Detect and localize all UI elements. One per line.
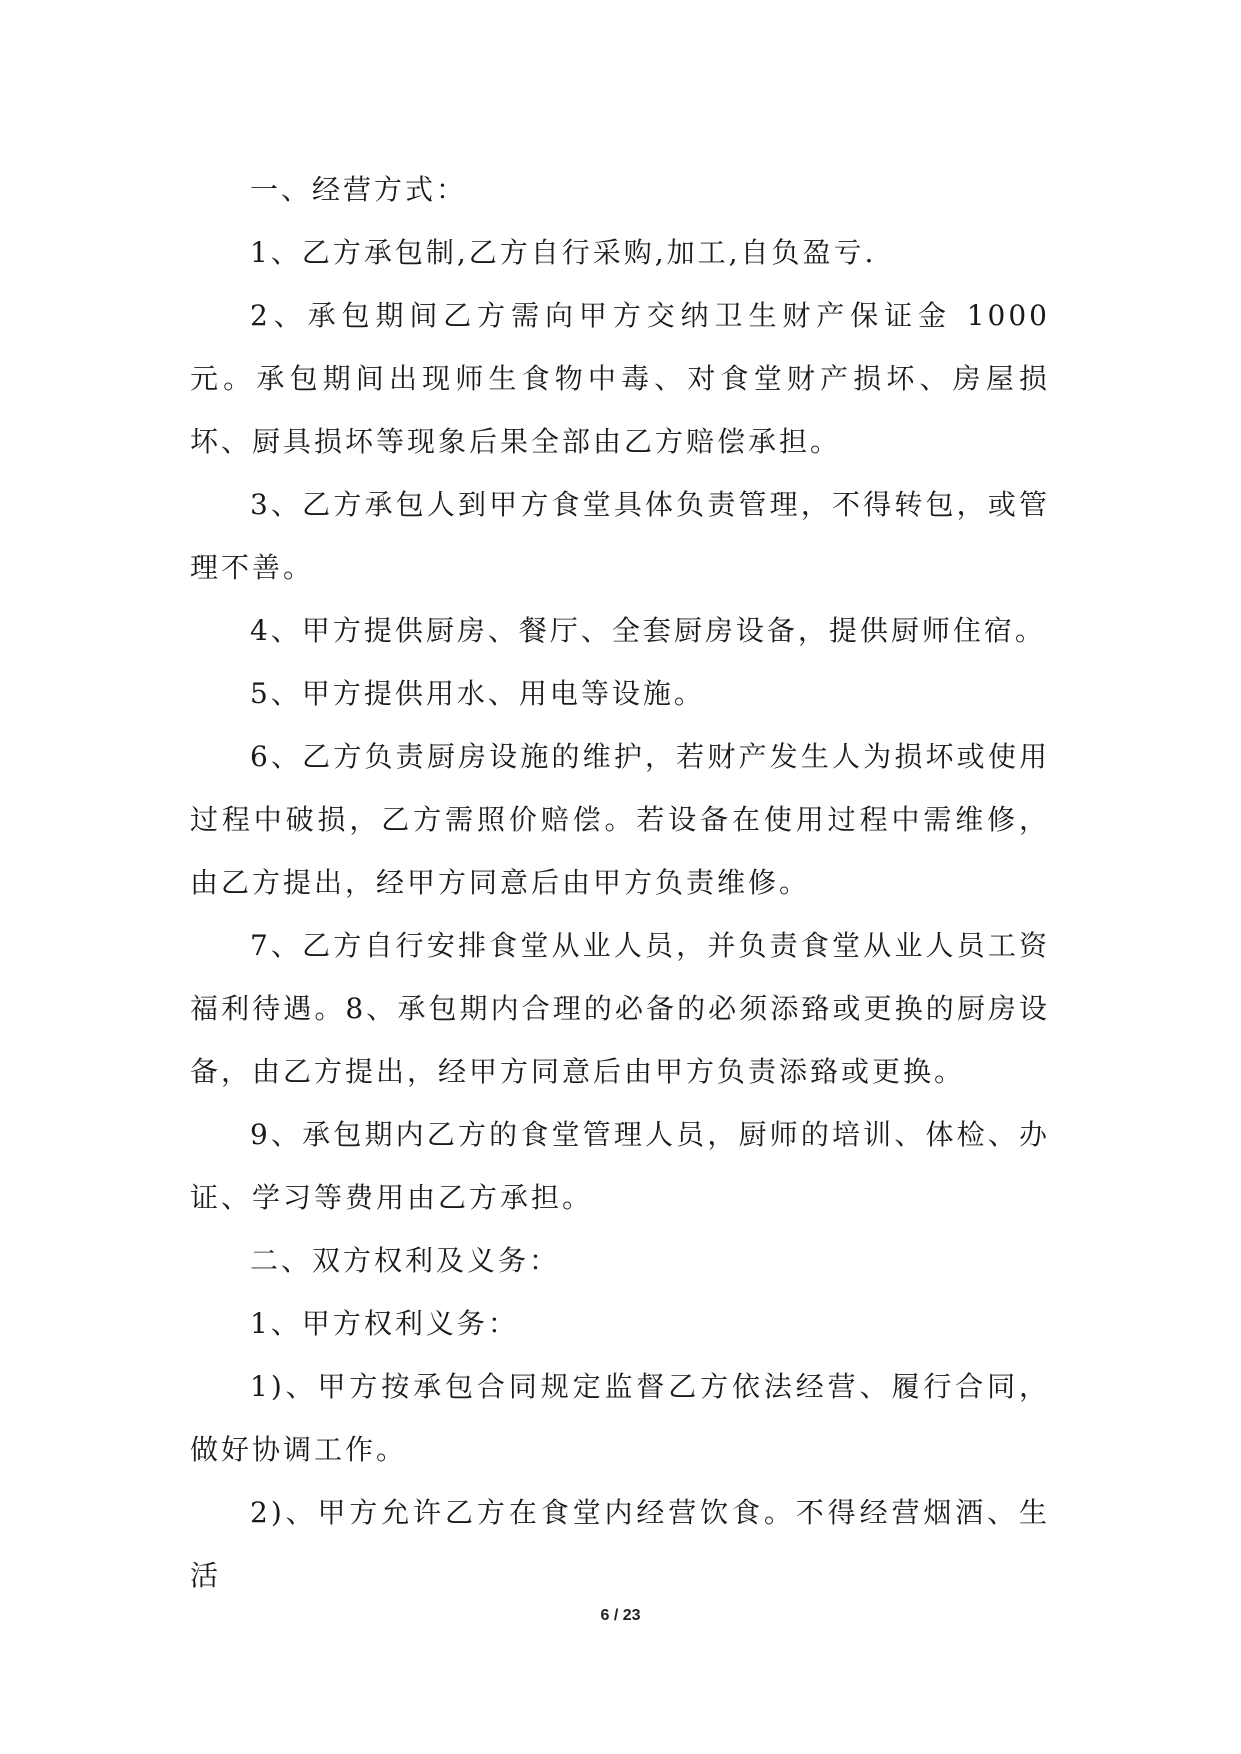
section-heading: 一、经营方式： bbox=[250, 173, 468, 206]
clause-paragraph: 2)、甲方允许乙方在食堂内经营饮食。不得经营烟酒、生活 bbox=[190, 1496, 1050, 1592]
page-number: 6 / 23 bbox=[600, 1607, 641, 1624]
clause-paragraph: 9、承包期内乙方的食堂管理人员，厨师的培训、体检、办证、学习等费用由乙方承担。 bbox=[190, 1118, 1050, 1214]
clause-paragraph: 5、甲方提供用水、用电等设施。 bbox=[250, 677, 705, 710]
clause-paragraph: 1)、甲方按承包合同规定监督乙方依法经营、履行合同，做好协调工作。 bbox=[190, 1370, 1050, 1466]
clause-paragraph: 1、乙方承包制,乙方自行采购,加工,自负盈亏. bbox=[250, 236, 877, 269]
subsection-heading: 1、甲方权利义务： bbox=[250, 1307, 519, 1340]
clause-paragraph: 6、乙方负责厨房设施的维护，若财产发生人为损坏或使用过程中破损，乙方需照价赔偿。若设备在使用过程中需维修，由乙方提出，经甲方同意后由甲方负责维修。 bbox=[190, 740, 1050, 899]
clause-paragraph: 7、乙方自行安排食堂从业人员，并负责食堂从业人员工资福利待遇。8、承包期内合理的必备的必须添臵或更换的厨房设备，由乙方提出，经甲方同意后由甲方负责添臵或更换。 bbox=[190, 929, 1050, 1088]
section-heading: 二、双方权利及义务： bbox=[250, 1244, 561, 1277]
clause-paragraph: 2、承包期间乙方需向甲方交纳卫生财产保证金 1000 元。承包期间出现师生食物中毒、对食堂财产损坏、房屋损坏、厨具损坏等现象后果全部由乙方赔偿承担。 bbox=[190, 299, 1050, 458]
document-body bbox=[190, 158, 1050, 1607]
clause-paragraph: 4、甲方提供厨房、餐厅、全套厨房设备，提供厨师住宿。 bbox=[250, 614, 1046, 647]
clause-paragraph: 3、乙方承包人到甲方食堂具体负责管理，不得转包，或管理不善。 bbox=[190, 488, 1050, 584]
